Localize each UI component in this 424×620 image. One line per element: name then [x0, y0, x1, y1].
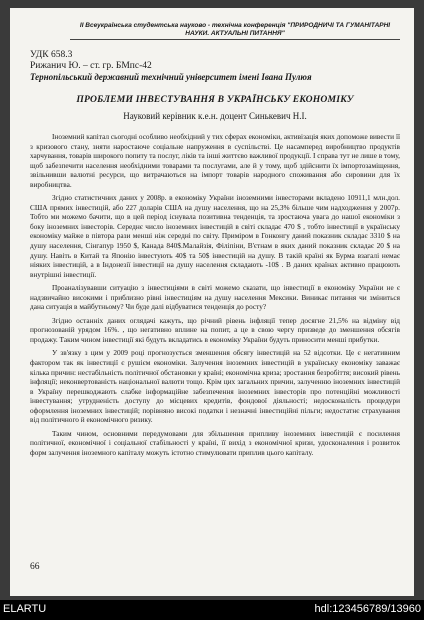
article-body: [30, 132, 400, 458]
paragraph: У зв'язку з цим у 2009 році прогнозується зменшення обсягу інвестицій на 52 відсотки. Це є негативним фактором так як інвестиції є рушієм економіки. Залучення іноземних інвестицій в українську економіку заважає кілька причин: нестабільність політичної обстановки у країні; економічна криза; зростання безробіття; високий рівень інфляції; неконвертованість національної валюти тощо. Крім цих загальних причин, залученню іноземних інвестицій в Україну перешкоджають слабке інформаційне забезпечення іноземних інвесторів про потенційні можливості інвестування; утрудненість доступу до місцевих кредитів, фондової діяльності; недосконалість процедури оформлення іноземних інвестицій; порівняно високі податки і незначні інвестиційні пільги; недостатнє страхування від політичного й економічного ризику.: [30, 348, 400, 425]
conference-header: ІІ Всеукраїнська студентська науково - технічна конференція "ПРИРОДНИЧІ ТА ГУМАНІТАРНІ НАУКИ. АКТУАЛЬНІ ПИТАННЯ": [70, 22, 400, 40]
handle-identifier: hdl:123456789/13960: [314, 603, 421, 615]
author-line: Рижанич Ю. – ст. гр. БМпс-42: [30, 61, 152, 71]
paragraph: Згідно статистичних даних у 2008р. в економіку України іноземними інвесторами вкладено 10911,1 млн.дол. США прямих інвестицій, або 227 доларів США на душу населення, що на 25,3% більше чим надходження у 2007р. Тобто ми можемо бачити, що в цей період існувала позитивна тенденція, та зростаюча увага до нашої економіки з боку іноземних інвесторів. Середнє число іноземних інвестицій в світі складає 470 $ , тобто інвестиції в українську економіку майже в півтора рази менші ніж середні по світу. Приміром в Гонконгу даний показник складає 3310 $ на душу населення, Сінгапур 1950 $, Канада 840$.Малайзія, Філіпіни, В'єтнам в яких даний показник складає 20 $ на душу. Навіть в Китай та Японію інвестують 40$ та 50$ інвестицій на душу. В такій країні як Бурма взагалі немає ніяких інвестицій, а в Індонезії інвестиції на душу населення складають -10$ . В даних країнах активно працюють внутрішні інвестиції.: [30, 193, 400, 279]
page-number: 66: [30, 562, 40, 572]
document-page: [10, 8, 414, 596]
paragraph: Проаналізувавши ситуацію з інвестиціями в світі можемо сказати, що інвестиції в економіку України не є надзвичайно високими і приблизно рівні інвестиціям на душу населення Мексики. Виникає питання чи зміниться дана ситуація в майбутньому? Чи буде далі відбуватися тенденція до росту?: [30, 283, 400, 312]
supervisor-line: Науковий керівник к.е.н. доцент Синькевич Н.І.: [123, 111, 307, 121]
repository-name: ELARTU: [3, 603, 47, 615]
udk-code: УДК 658.3: [30, 50, 73, 60]
paragraph: Таким чином, основними передумовами для збільшення припливу іноземних інвестицій є посилення політичної, економічної і соціальної стабільності у країні, її вихід з економічної кризи, удосконалення і розвиток форм залучення іноземного капіталу можуть істотно стимулювати приплив цього капіталу.: [30, 428, 400, 457]
article-title: ПРОБЛЕМИ ІНВЕСТУВАННЯ В УКРАЇНСЬКУ ЕКОНОМІКУ: [76, 94, 354, 105]
paragraph: Згідно останніх даних оглядачі кажуть, що річний рівень інфляції тепер досягне 21,5% на відміну від прогнозованій урядом 16%. , що негативно вплине на попит, а це в свою чергу призведе до зменшення обсягів продажу. Таким чином інвестиції які будуть вкладатись в економіку України будуть приносити менші прибутки.: [30, 315, 400, 344]
university-name: Тернопільський державний технічний університет імені Івана Пулюя: [30, 72, 312, 82]
paragraph: Іноземний капітал сьогодні особливо необхідний у тих сферах економіки, активізація яких допоможе вивести її з кризового стану, зняти наростаюче соціальне напруження в суспільстві. Це насамперед виробництво продуктів харчування, товарів широкого попиту та послуг, ліків та інші життєво важливої продукції. І справа тут не лише в тому, щоб забезпечити населення необхідними товарами та послугами, але й у тому, щоб здійснити їх імпортозаміщення, звільнивши валютні ресурси, що витрачаються на імпорт товарів народного споживання або сировини для їх виробництва.: [30, 132, 400, 189]
repository-footer: [0, 600, 424, 620]
